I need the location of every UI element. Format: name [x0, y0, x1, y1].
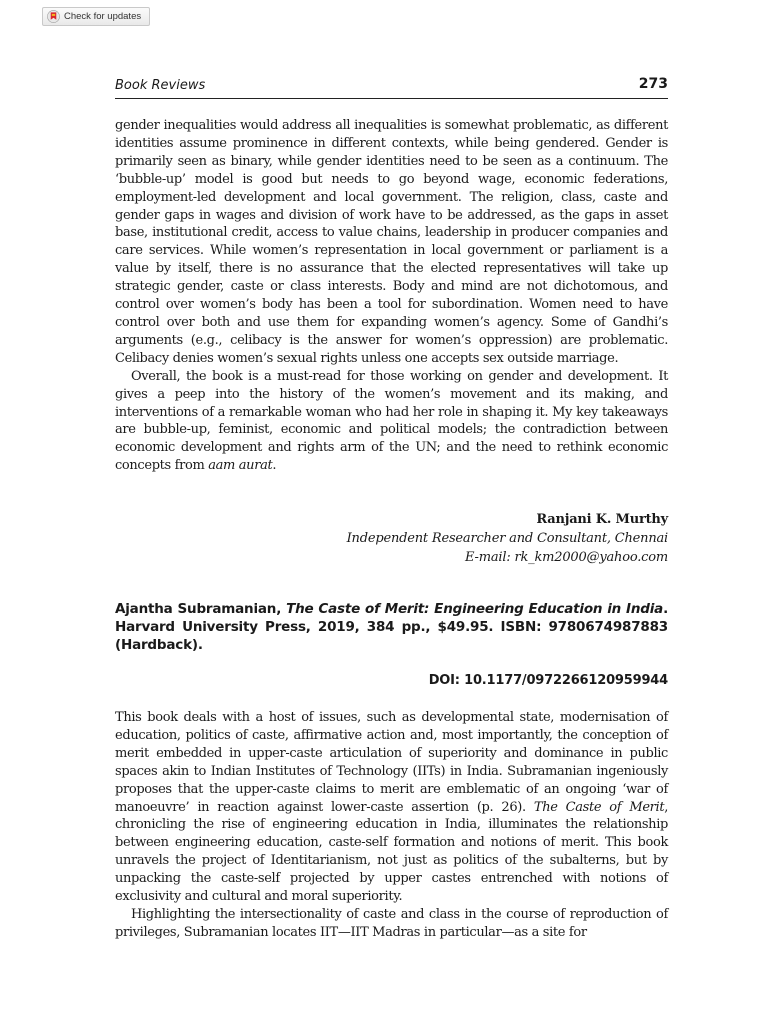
- italic-book-title: The Caste of Merit: [533, 799, 665, 815]
- review-paragraph: This book deals with a host of issues, such as developmental state, modernisation of education, politics of caste, affirmative action and, most importantly, the conception of merit embedded in upper-caste articulation of superiority and dominance in public spaces akin to Indian Institutes of Technology (IITs) in India. Subramanian ingeniously proposes that the upper-caste claims to merit are emblematic of an ongoing ‘war of manoeuvre’ in reaction against lower-caste assertion (p. 26). The Caste of Merit, chronicling the rise of engineering education in India, illuminates the relationship between engineering education, caste-self formation and notions of merit. This book unravels the project of Identitarianism, not just as politics of the subalterns, but by unpacking the caste-self projected by upper castes entrenched with notions of exclusivity and cultural and moral superiority.: [115, 710, 669, 905]
- review-paragraph: Highlighting the intersectionality of caste and class in the course of reproduction of privileges, Subramanian locates IIT—IIT Madras in particular—as a site for: [115, 906, 668, 940]
- book-details: . Harvard University Press, 2019, 384 pp., $49.95. ISBN: 9780674987883 (Hardback).: [115, 601, 668, 653]
- review-paragraph: Overall, the book is a must-read for those working on gender and development. It gives a peep into the history of the women’s movement and its making, and interventions of a remarkable woman who had her role in shaping it. My key takeaways are bubble-up, feminist, economic and political models; the contradiction between economic development and rights arm of the UN; and the need to rethink economic concepts from aam aurat.: [115, 368, 668, 474]
- reviewer-affiliation: Independent Researcher and Consultant, Chennai: [346, 531, 668, 546]
- doi-line: DOI: 10.1177/0972266120959944: [428, 673, 668, 688]
- review-subramanian-text: [115, 709, 668, 942]
- page-number: 273: [638, 76, 668, 92]
- italic-term: aam aurat: [208, 458, 273, 474]
- reviewer-name: Ranjani K. Murthy: [536, 512, 668, 527]
- reviewer-signature: [115, 510, 668, 567]
- reviewer-email: E-mail: rk_km2000@yahoo.com: [465, 550, 668, 565]
- check-for-updates-badge[interactable]: [42, 7, 150, 26]
- book-citation: [115, 600, 668, 654]
- crossmark-icon: [47, 10, 60, 23]
- journal-section-title: Book Reviews: [115, 78, 206, 93]
- review-paragraph: gender inequalities would address all inequalities is somewhat problematic, as different identities assume prominence in different contexts, while being gendered. Gender is primarily seen as binary, while gender identities need to be seen as a continuum. The ‘bubble-up’ model is good but needs to go beyond wage, economic federations, employment-led development and local government. The religion, class, caste and gender gaps in wages and division of work have to be addressed, as the gaps in asset base, institutional credit, access to value chains, leadership in producer companies and care services. While women’s representation in local government or parliament is a value by itself, there is no assurance that the elected representatives will take up strategic gender, caste or class interests. Body and mind are not dichotomous, and control over women’s body has been a tool for subordination. Women need to have control over both and use them for expanding women’s agency. Some of Gandhi’s arguments (e.g., celibacy is the answer for women’s oppression) are problematic. Celibacy denies women’s sexual rights unless one accepts sex outside marriage.: [115, 118, 668, 366]
- book-author: Ajantha Subramanian,: [115, 601, 287, 617]
- badge-label: Check for updates: [64, 11, 142, 22]
- running-header: [115, 76, 668, 99]
- book-title: The Caste of Merit: Engineering Education in India: [286, 601, 664, 617]
- review-murthy-text: [115, 117, 668, 475]
